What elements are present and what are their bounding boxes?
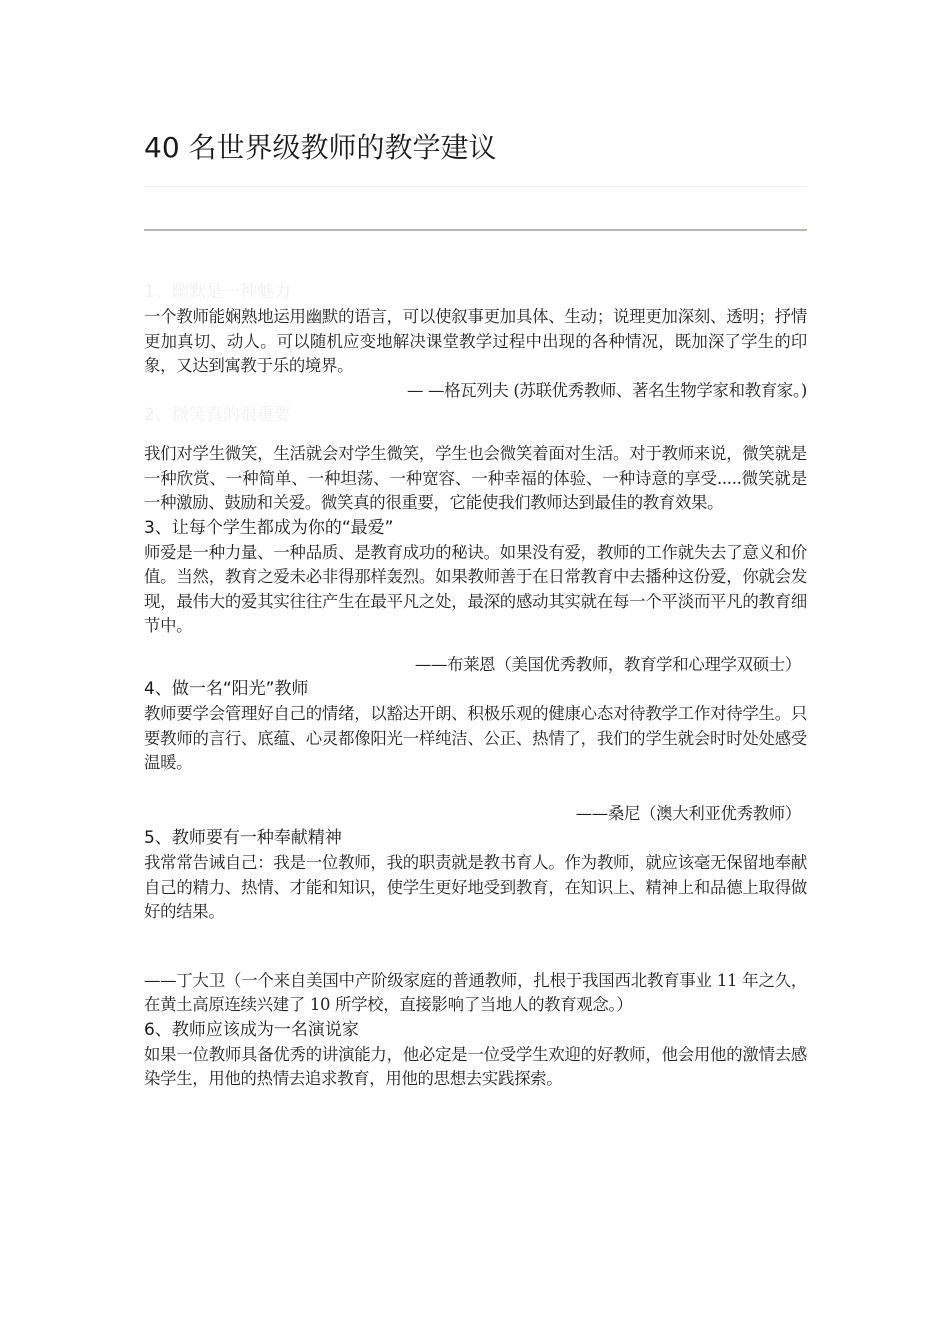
section-body-5: 我常常告诫自己：我是一位教师，我的职责就是教书育人。作为教师，就应该毫无保留地奉献自己的精力、热情、才能和知识，使学生更好地受到教育，在知识上、精神上和品德上取得做好的结果。 (144, 853, 807, 921)
section-heading-5: 5、教师要有一种奉献精神 (144, 828, 342, 848)
spacer (144, 776, 807, 802)
section-heading-1: 1、幽默是一种魅力 (144, 282, 291, 302)
section-heading-3: 3、让每个学生都成为你的“最爱” (144, 517, 394, 538)
section-body-4: 教师要学会管理好自己的情绪，以豁达开朗、积极乐观的健康心态对待教学工作对待学生。只要教师的言行、底蕴、心灵都像阳光一样纯洁、公正、热情了，我们的学生就会时时处处感受温暖。 (144, 704, 807, 772)
divider-dark (144, 229, 807, 231)
section-heading-6: 6、教师应该成为一名演说家 (144, 1019, 359, 1040)
section-attribution-4: ——桑尼（澳大利亚优秀教师） (575, 803, 801, 823)
divider-light (144, 186, 807, 187)
section-body-1: 一个教师能娴熟地运用幽默的语言，可以使叙事更加具体、生动；说理更加深刻、透明；抒情更加真切、动人。可以随机应变地解决课堂教学过程中出现的各种情况，既加深了学生的印象，又达到寓教于乐的境界。 (144, 307, 807, 375)
section-heading-2: 2、微笑真的很重要 (144, 405, 291, 425)
section-attribution-1: — —格瓦列夫 (苏联优秀教师、著名生物学家和教育家。) (407, 380, 807, 400)
spacer (144, 925, 807, 969)
spacer (144, 639, 807, 653)
spacer (144, 428, 807, 442)
section-body-3: 师爱是一种力量、一种品质、是教育成功的秘诀。如果没有爱，教师的工作就失去了意义和价值。当然，教育之爱未必非得那样轰烈。如果教师善于在日常教育中去播种这份爱，你就会发现，最伟大的爱其实往往产生在最平凡之处，最深的感动其实就在每一个平淡而平凡的教育细节中。 (144, 542, 807, 635)
section-attribution-3: ——布莱恩（美国优秀教师，教育学和心理学双硕士） (414, 654, 801, 674)
section-heading-4: 4、做一名“阳光”教师 (144, 679, 309, 699)
section-attribution-5: ——丁大卫（一个来自美国中产阶级家庭的普通教师，扎根于我国西北教育事业 11 年之久，在黄土高原连续兴建了 10 所学校，直接影响了当地人的教育观念。） (144, 970, 807, 1014)
section-body-2: 我们对学生微笑，生活就会对学生微笑，学生也会微笑着面对生活。对于教师来说，微笑就是一种欣赏、一种简单、一种坦荡、一种宽容、一种幸福的体验、一种诗意的享受.....微笑就是一种激励、鼓励和关爱。微笑真的很重要，它能使我们教师达到最佳的教育效果。 (144, 444, 807, 512)
section-body-6: 如果一位教师具备优秀的讲演能力，他必定是一位受学生欢迎的好教师，他会用他的激情去感染学生，用他的热情去追求教育，用他的思想去实践探索。 (144, 1044, 807, 1088)
page-title: 40 名世界级教师的教学建议 (144, 131, 497, 164)
article-body (144, 280, 807, 1092)
